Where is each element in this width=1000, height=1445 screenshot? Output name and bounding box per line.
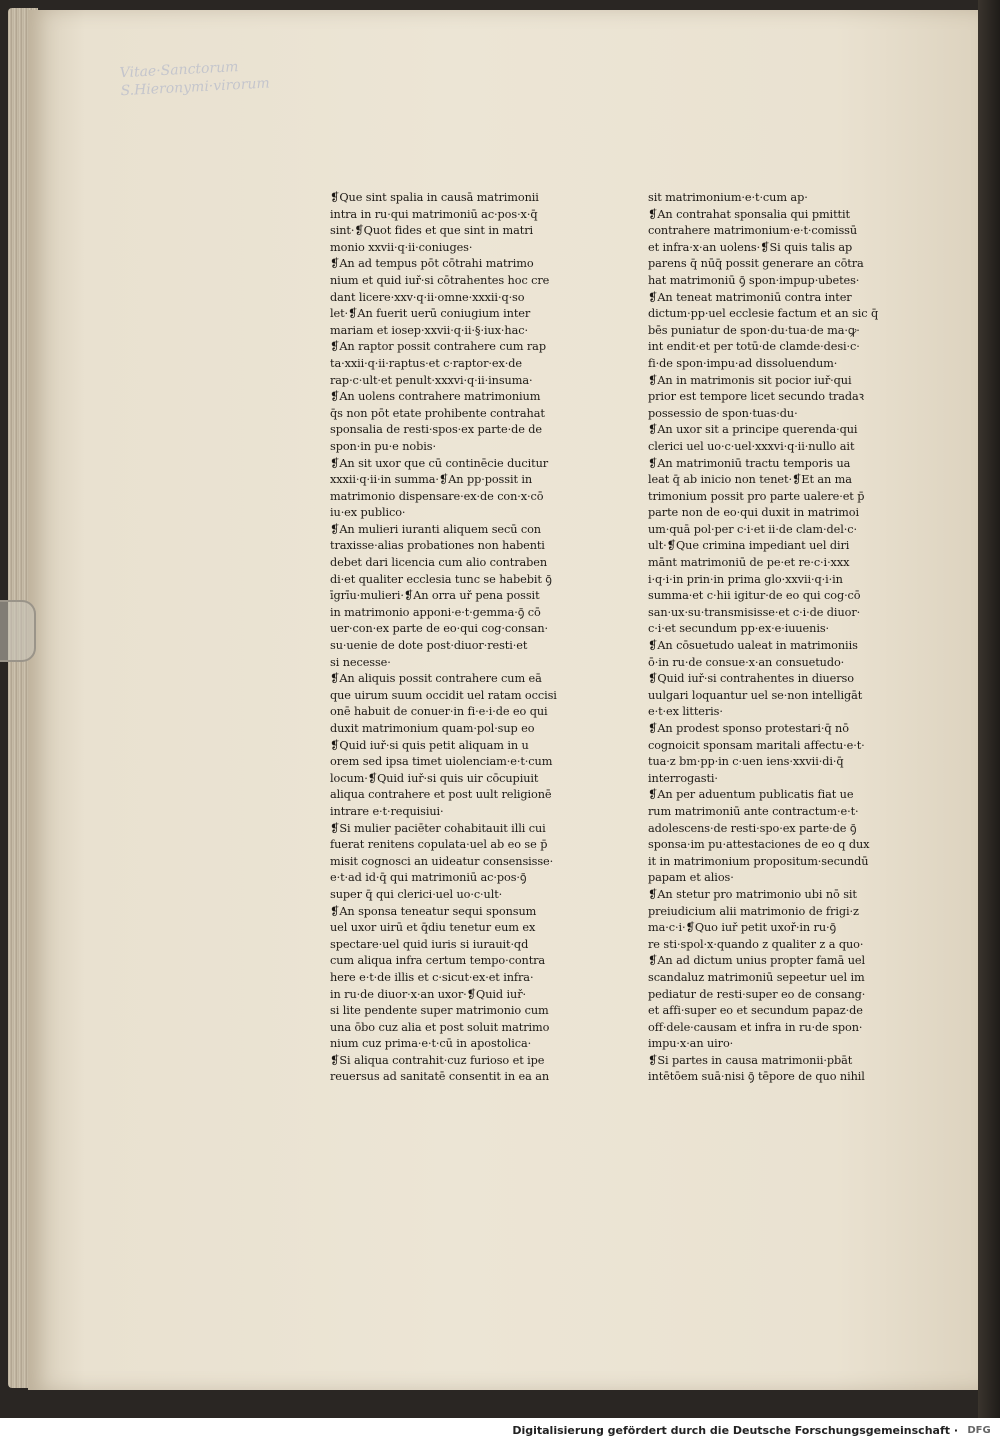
scan-margin-right [978, 0, 1000, 1418]
text-line: ❡Que sint spalia in causā matrimonii [330, 191, 539, 204]
text-line: parte non de eo·qui duxit in matrimoi [648, 506, 859, 520]
text-line: impu·x·an uiro· [648, 1037, 734, 1051]
text-line: ❡Si mulier paciēter cohabitauit illi cui [330, 821, 546, 835]
text-line: onē habuit de conuer·in fi·e·i·de eo qui [330, 705, 548, 719]
text-line: hat matrimoniū ꝯ̄ spon·impup·ubetes· [648, 273, 860, 287]
text-line: di·et qualiter ecclesia tunc se habebit ꝯ̄ [330, 572, 552, 586]
text-line: fuerat renitens copulata·uel ab eo se p̄ [330, 838, 548, 852]
text-line: intētōem suā·nisi ꝯ̄ tēpore de quo nihil [648, 1070, 865, 1084]
text-line: here e·t·de illis et c·sicut·ex·et infra· [330, 970, 534, 984]
text-line: ō·in ru·de consue·x·an consuetudo· [648, 655, 845, 669]
text-line: uel uxor uirū et q̄diu tenetur eum ex [330, 921, 536, 935]
text-line: rum matrimoniū ante contractum·e·t· [648, 804, 859, 818]
text-line: misit cognosci an uideatur consensisse· [330, 854, 554, 868]
dfg-logo-icon: DFG [967, 1425, 991, 1436]
text-line: ❡An mulieri iuranti aliquem secū con [330, 522, 541, 536]
text-line: ❡An prodest sponso protestari·q̄ nō [648, 722, 849, 735]
text-line: preiudicium alii matrimonio de frigi·z [648, 904, 859, 918]
text-line: matrimonio dispensare·ex·de con·x·cō [330, 489, 544, 503]
text-column-left [330, 190, 570, 1086]
text-line: in ru·de diuor·x·an uxor·❡Quid iuř· [330, 987, 526, 1001]
text-line: ❡Quid iuř·si contrahentes in diuerso [648, 672, 854, 686]
text-line: sint·❡Quot fides et que sint in matri [330, 224, 534, 238]
text-line: papam et alios· [648, 871, 734, 885]
text-line: q̄s non pōt etate prohibente contrahat [330, 406, 545, 420]
text-line: in matrimonio apponi·e·t·gemma·ꝯ̄ cō [330, 605, 541, 619]
text-line: bēs puniatur de spon·du·tua·de ma·ꝙ· [648, 323, 860, 337]
text-line: traxisse·alias probationes non habenti [330, 539, 545, 553]
digitization-footer [0, 1418, 1000, 1445]
text-column-right [648, 190, 893, 1086]
text-line: trimonium possit pro parte ualere·et p̄ [648, 489, 865, 503]
text-line: clerici uel uo·c·uel·xxxvi·q·ii·nullo ait [648, 439, 855, 453]
text-line: cognoicit sponsam maritali affectu·e·t· [648, 738, 865, 752]
text-line: nium et quid iuř·si cōtrahentes hoc cre [330, 273, 550, 287]
text-line: tua·z bm·pp·in c·uen iens·xxvii·di·q̄ [648, 755, 844, 769]
text-line: ❡An teneat matrimoniū contra inter [648, 290, 852, 304]
text-line: una ōbo cuz alia et post soluit matrimo [330, 1020, 550, 1034]
text-line: intrare e·t·requisiui· [330, 804, 444, 818]
text-line: et affi·super eo et secundum papaz·de [648, 1004, 863, 1018]
text-line: ❡An contrahat sponsalia qui pmittit [648, 207, 850, 221]
text-line: let·❡An fuerit uerū coniugium inter [330, 307, 531, 321]
text-line: orem sed ipsa timet uiolenciam·e·t·cum [330, 755, 553, 769]
text-line: ❡An in matrimonis sit pocior iuř·qui [648, 373, 852, 387]
pencil-annotation-line: Vitae·Sanctorum [119, 59, 239, 82]
text-line: que uirum suum occidit uel ratam occisi [330, 688, 557, 702]
text-line: ❡An uolens contrahere matrimonium [330, 390, 541, 404]
text-line: pediatur de resti·super eo de consang· [648, 987, 866, 1001]
text-line: mariam et iosep·xxvii·q·ii·§·iux·hac· [330, 323, 528, 337]
text-line: ❡An aliquis possit contrahere cum eā [330, 672, 542, 686]
text-line: c·i·et secundum pp·ex·e·iuuenis· [648, 622, 830, 636]
text-line: sponsalia de resti·spos·ex parte·de de [330, 423, 542, 437]
text-line: īgrīu·mulieri·❡An orra uř pena possit [330, 589, 540, 603]
text-line: possessio de spon·tuas·du· [648, 406, 798, 420]
page-clip [0, 600, 36, 662]
text-line: ❡An uxor sit a principe querenda·qui [648, 423, 858, 437]
text-line: monio xxvii·q·ii·coniuges· [330, 240, 473, 254]
text-line: uulgari loquantur uel se·non intelligāt [648, 688, 863, 702]
text-line: ❡An sponsa teneatur sequi sponsum [330, 904, 537, 918]
text-line: ❡Si aliqua contrahit·cuz furioso et ipe [330, 1053, 545, 1067]
text-line: rap·c·ult·et penult·xxxvi·q·ii·insuma· [330, 373, 533, 387]
text-line: e·t·ex litteris· [648, 705, 723, 719]
text-line: ta·xxii·q·ii·raptus·et c·raptor·ex·de [330, 356, 522, 370]
text-line: spectare·uel quid iuris si iurauit·qd [330, 937, 529, 951]
text-line: interrogasti· [648, 771, 718, 785]
pencil-annotation-line: S.Hieronymi·virorum [120, 75, 271, 100]
text-line: e·t·ad id·q̄ qui matrimoniū ac·pos·ꝯ̄ [330, 871, 527, 885]
text-line: spon·in pu·e nobis· [330, 439, 436, 453]
text-line: ❡An matrimoniū tractu temporis ua [648, 456, 851, 470]
text-line: ❡An ad dictum unius propter famā uel [648, 954, 865, 968]
text-line: reuersus ad sanitatē consentit in ea an [330, 1070, 550, 1084]
text-line: uer·con·ex parte de eo·qui cog·consan· [330, 622, 549, 636]
text-line: xxxii·q·ii·in summa·❡An pp·possit in [330, 473, 533, 487]
text-line: off·dele·causam et infra in ru·de spon· [648, 1020, 863, 1034]
text-line: fi·de spon·impu·ad dissoluendum· [648, 356, 838, 370]
text-line: cum aliqua infra certum tempo·contra [330, 954, 546, 968]
text-line: ❡An stetur pro matrimonio ubi nō sit [648, 887, 857, 901]
text-line: duxit matrimonium quam·pol·sup eo [330, 722, 535, 735]
text-line: debet dari licencia cum alio contraben [330, 556, 548, 570]
text-line: mānt matrimoniū de pe·et re·c·i·xxx [648, 556, 850, 570]
text-line: ❡Si partes in causa matrimonii·pbāt [648, 1053, 853, 1067]
text-line: nium cuz prima·e·t·cū in apostolica· [330, 1037, 532, 1051]
text-line: ❡An per aduentum publicatis fiat ue [648, 788, 854, 802]
text-line: summa·et c·hii igitur·de eo qui cog·cō [648, 589, 861, 603]
text-line: dictum·pp·uel ecclesie factum et an sic q̄ [648, 307, 879, 321]
text-line: ult·❡Que crimina impediant uel diri [648, 539, 850, 553]
text-line: ma·c·i·❡Quo iuř petit uxoř·in ru·ꝯ̄ [648, 921, 837, 935]
text-line: iu·ex publico· [330, 506, 406, 520]
text-line: ❡An ad tempus pōt cōtrahi matrimo [330, 257, 534, 271]
text-line: ❡An cōsuetudo ualeat in matrimoniis [648, 639, 858, 653]
text-line: su·uenie de dote post·diuor·resti·et [330, 639, 528, 653]
text-line: intra in ru·qui matrimoniū ac·pos·x·q̄ [330, 207, 538, 221]
text-line: adolescens·de resti·spo·ex parte·de ꝯ̄ [648, 821, 857, 835]
text-line: si lite pendente super matrimonio cum [330, 1004, 549, 1018]
footer-credit: Digitalisierung gefördert durch die Deutsche Forschungsgemeinschaft · [512, 1424, 958, 1437]
text-line: contrahere matrimonium·e·t·comissū [648, 224, 858, 238]
text-line: prior est tempore licet secundo tradaꝛ [648, 390, 864, 404]
text-line: i·q·i·in prin·in prima glo·xxvii·q·i·in [648, 572, 843, 586]
text-line: sit matrimonium·e·t·cum ap· [648, 191, 808, 204]
text-line: ❡Quid iuř·si quis petit aliquam in u [330, 738, 529, 752]
text-line: ❡An sit uxor que cū continēcie ducitur [330, 456, 549, 470]
text-line: si necesse· [330, 655, 391, 669]
text-line: it in matrimonium propositum·secundū [648, 854, 869, 868]
text-line: dant licere·xxv·q·ii·omne·xxxii·q·so [330, 290, 525, 304]
text-line: super q̄ qui clerici·uel uo·c·ult· [330, 887, 503, 901]
text-line: sponsa·im pu·attestaciones de eo q dux [648, 838, 870, 852]
text-line: re sti·spol·x·quando z qualiter z a quo· [648, 937, 864, 951]
text-line: san·ux·su·transmisisse·et c·i·de diuor· [648, 605, 861, 619]
text-line: scandaluz matrimoniū sepeetur uel im [648, 970, 865, 984]
text-line: et infra·x·an uolens·❡Si quis talis ap [648, 240, 853, 254]
text-line: leat q̄ ab inicio non tenet·❡Et an ma [648, 473, 852, 487]
text-line: aliqua contrahere et post uult religionē [330, 788, 552, 802]
text-line: locum·❡Quid iuř·si quis uir cōcupiuit [330, 771, 539, 785]
text-line: parens q̄ nūq̄ possit generare an cōtra [648, 257, 864, 271]
text-line: int endit·et per totū·de clamde·desi·c· [648, 340, 860, 354]
text-line: um·quā pol·per c·i·et ii·de clam·del·c· [648, 522, 857, 536]
text-line: ❡An raptor possit contrahere cum rap [330, 340, 546, 354]
